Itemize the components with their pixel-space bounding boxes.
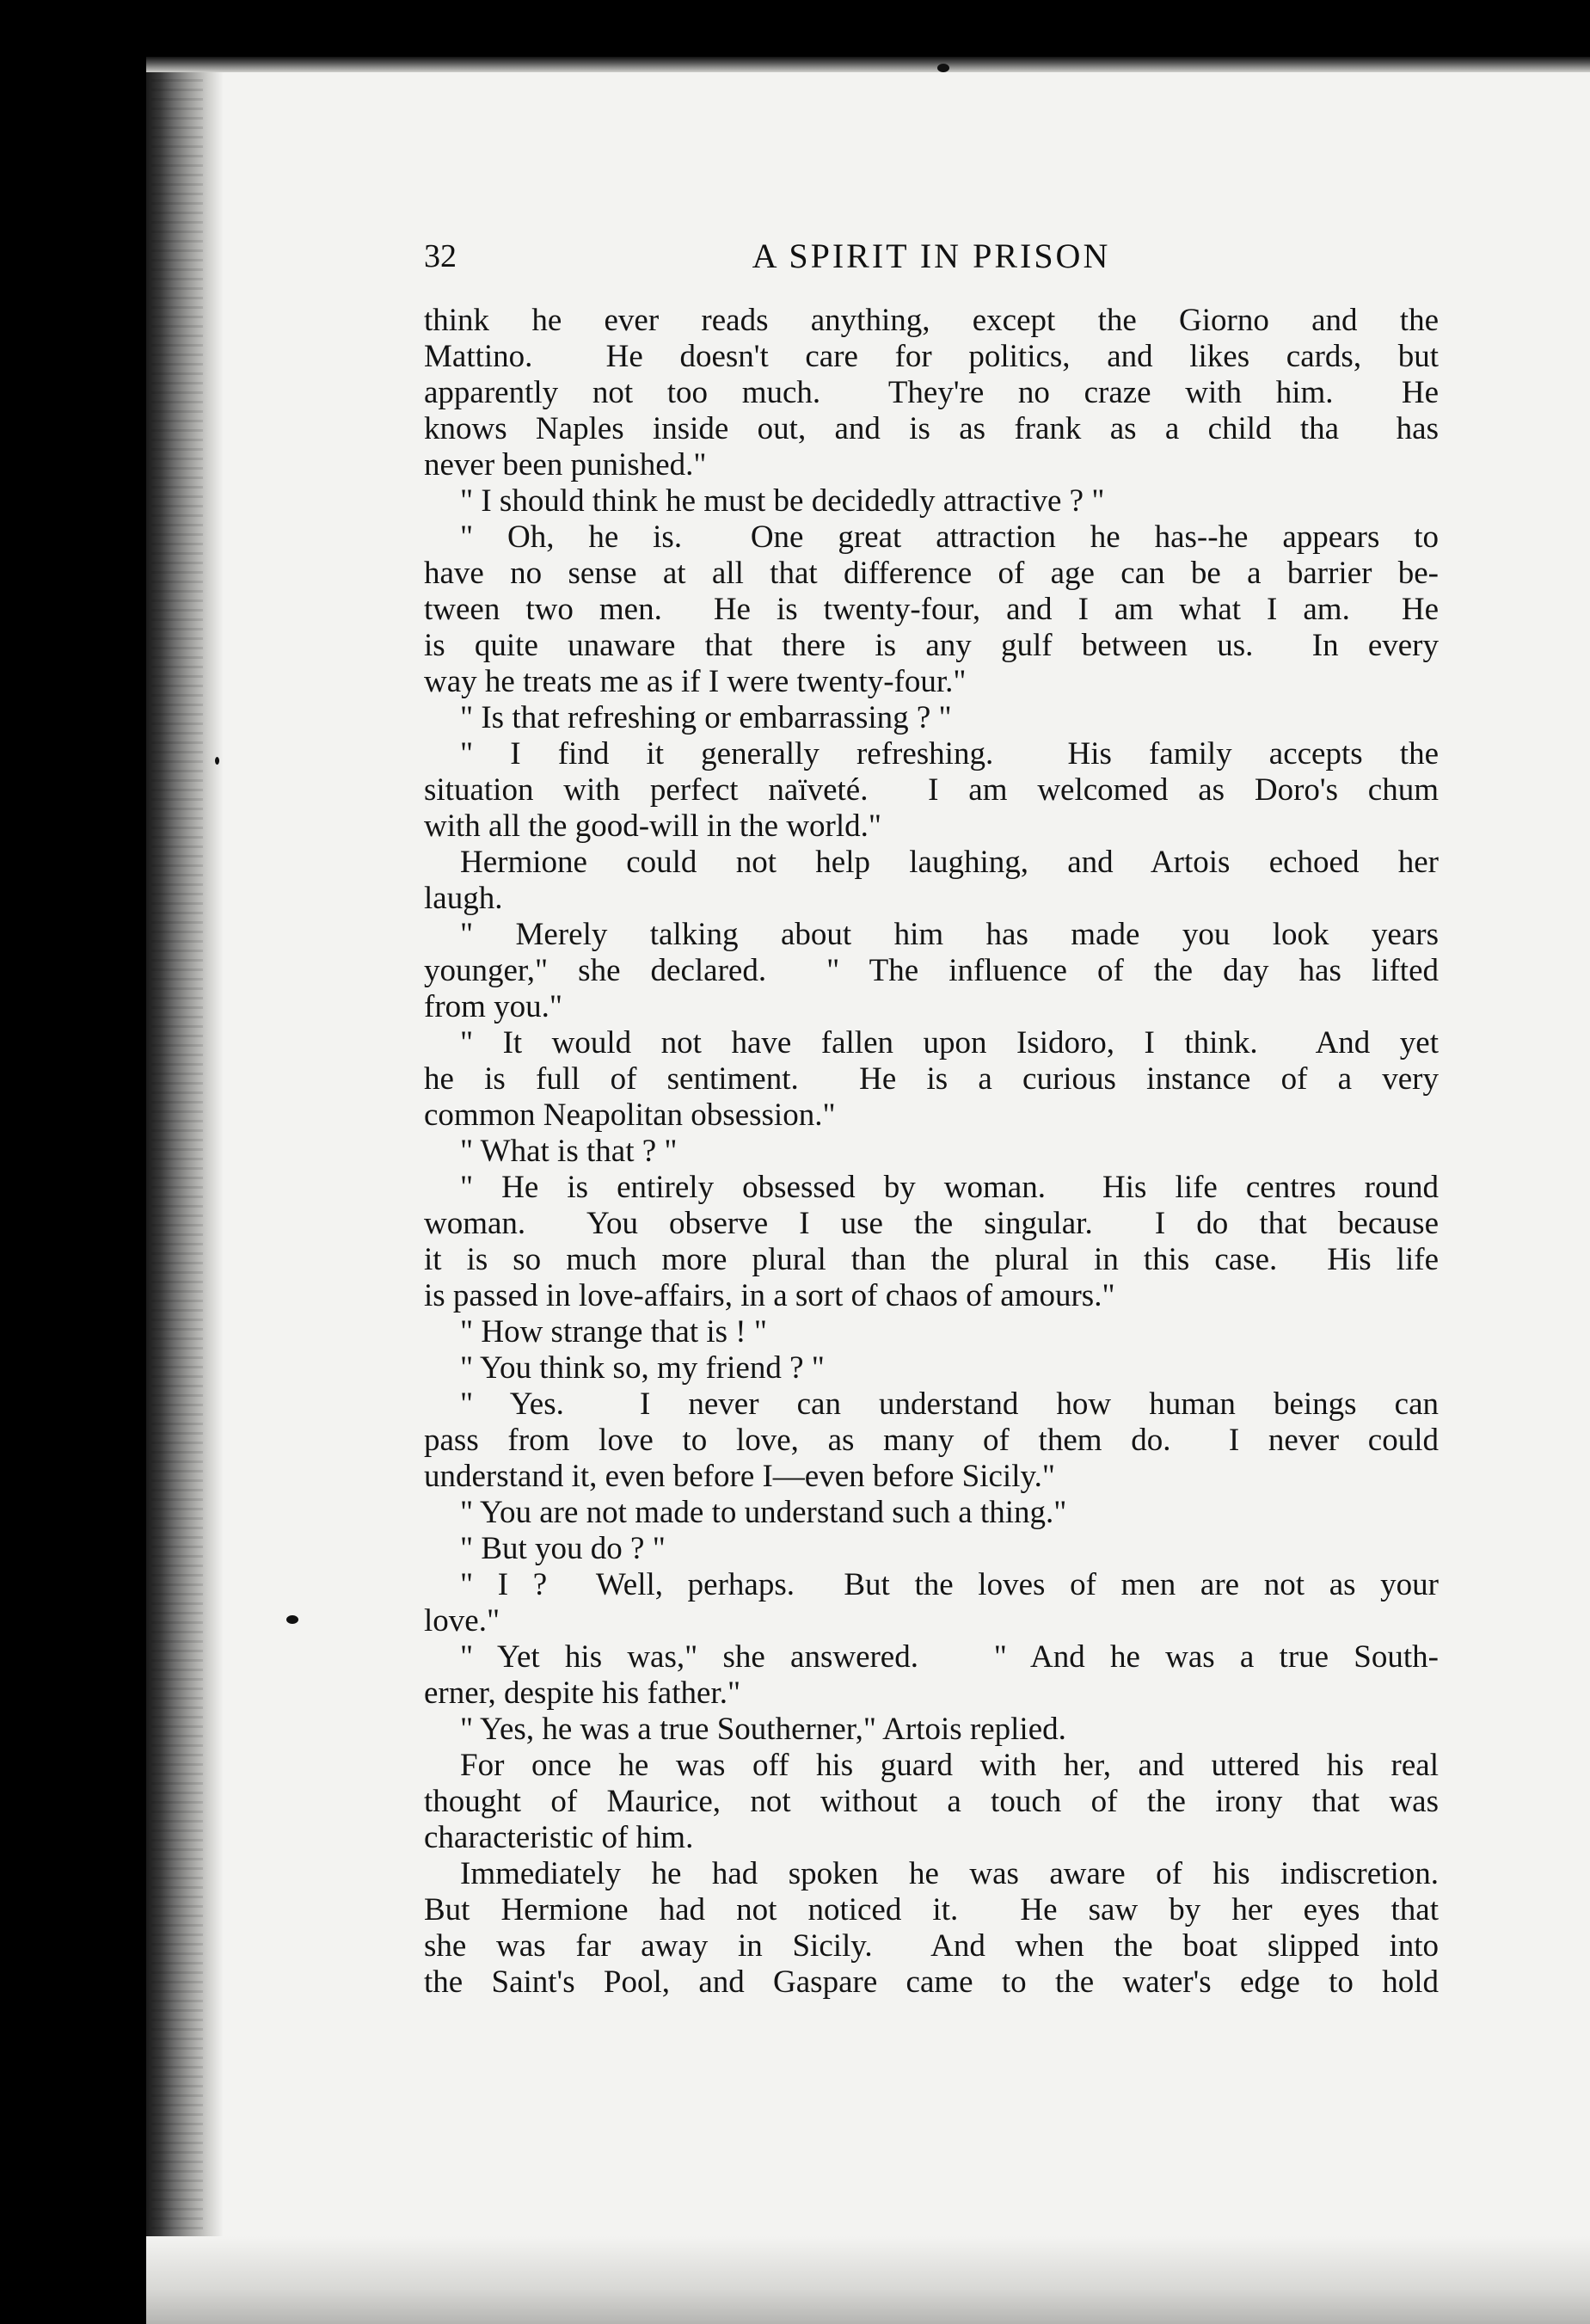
page-number: 32 <box>424 238 457 274</box>
text-line: " You are not made to understand such a thing." <box>460 1495 1067 1530</box>
binding-texture <box>151 60 203 2324</box>
text-line: " I ? Well, perhaps. But the loves of men are not as your <box>460 1567 1439 1602</box>
text-line: it is so much more plural than the plural in this case. His life <box>424 1242 1439 1277</box>
text-line: " What is that ? " <box>460 1134 678 1169</box>
text-line: " Yes, he was a true Southerner," Artois replied. <box>460 1712 1066 1747</box>
text-line: " I should think he must be decidedly attractive ? " <box>460 483 1105 519</box>
text-line: she was far away in Sicily. And when the boat slipped into <box>424 1928 1439 1964</box>
text-line: " Oh, he is. One great attraction he has--he appears to <box>460 520 1439 555</box>
text-line: " I find it generally refreshing. His family accepts the <box>460 736 1439 772</box>
text-line: way he treats me as if I were twenty-four." <box>424 664 967 699</box>
text-line: common Neapolitan obsession." <box>424 1097 836 1133</box>
text-line: he is full of sentiment. He is a curious instance of a very <box>424 1061 1439 1097</box>
text-line: apparently not too much. They're no craze with him. He <box>424 375 1439 410</box>
text-line: But Hermione had not noticed it. He saw by her eyes that <box>424 1892 1439 1927</box>
text-line: tween two men. He is twenty-four, and I am what I am. He <box>424 592 1439 627</box>
text-line: the Saint's Pool, and Gaspare came to the water's edge to hold <box>424 1964 1439 2000</box>
text-line: " It would not have fallen upon Isidoro, I think. And yet <box>460 1025 1439 1061</box>
text-line: " Is that refreshing or embarrassing ? " <box>460 700 952 735</box>
text-line: never been punished." <box>424 447 707 483</box>
page-bottom-edge <box>146 2236 1590 2324</box>
text-line: Mattino. He doesn't care for politics, and likes cards, but <box>424 339 1439 374</box>
text-line: thought of Maurice, not without a touch of the irony that was <box>424 1784 1439 1819</box>
text-line: " He is entirely obsessed by woman. His life centres round <box>460 1170 1439 1205</box>
text-line: think he ever reads anything, except the Giorno and the <box>424 303 1439 338</box>
text-line: " Yet his was," she answered. " And he was a true South- <box>460 1639 1439 1675</box>
text-line: Hermione could not help laughing, and Artois echoed her <box>460 845 1439 880</box>
text-line: woman. You observe I use the singular. I do that because <box>424 1206 1439 1241</box>
text-line: understand it, even before I—even before Sicily." <box>424 1459 1055 1494</box>
text-line: " How strange that is ! " <box>460 1314 767 1350</box>
text-line: erner, despite his father." <box>424 1675 741 1711</box>
scan-speck <box>286 1615 298 1624</box>
text-line: have no sense at all that difference of age can be a barrier be- <box>424 556 1439 591</box>
text-line: " Merely talking about him has made you look years <box>460 917 1439 952</box>
scan-speck <box>937 64 949 72</box>
page-header <box>424 234 1439 279</box>
page-top-edge <box>146 57 1590 72</box>
text-line: pass from love to love, as many of them do. I never could <box>424 1423 1439 1458</box>
text-line: is quite unaware that there is any gulf between us. In every <box>424 628 1439 663</box>
scan-speck <box>215 757 219 765</box>
text-line: For once he was off his guard with her, and uttered his real <box>460 1748 1439 1783</box>
text-line: love." <box>424 1603 500 1638</box>
text-line: with all the good-will in the world." <box>424 808 882 844</box>
text-line: " You think so, my friend ? " <box>460 1350 825 1386</box>
text-line: laugh. <box>424 881 503 916</box>
text-line: " Yes. I never can understand how human beings can <box>460 1386 1439 1422</box>
text-line: from you." <box>424 989 563 1024</box>
text-line: characteristic of him. <box>424 1820 694 1855</box>
text-line: knows Naples inside out, and is as frank as a child tha has <box>424 411 1439 446</box>
text-line: Immediately he had spoken he was aware of his indiscretion. <box>460 1856 1439 1891</box>
text-line: is passed in love-affairs, in a sort of chaos of amours." <box>424 1278 1115 1313</box>
running-head: A SPIRIT IN PRISON <box>752 237 1111 275</box>
body-text <box>424 303 1439 2001</box>
text-line: younger," she declared. " The influence of the day has lifted <box>424 953 1439 988</box>
text-line: " But you do ? " <box>460 1531 666 1566</box>
text-line: situation with perfect naïveté. I am welcomed as Doro's chum <box>424 772 1439 808</box>
